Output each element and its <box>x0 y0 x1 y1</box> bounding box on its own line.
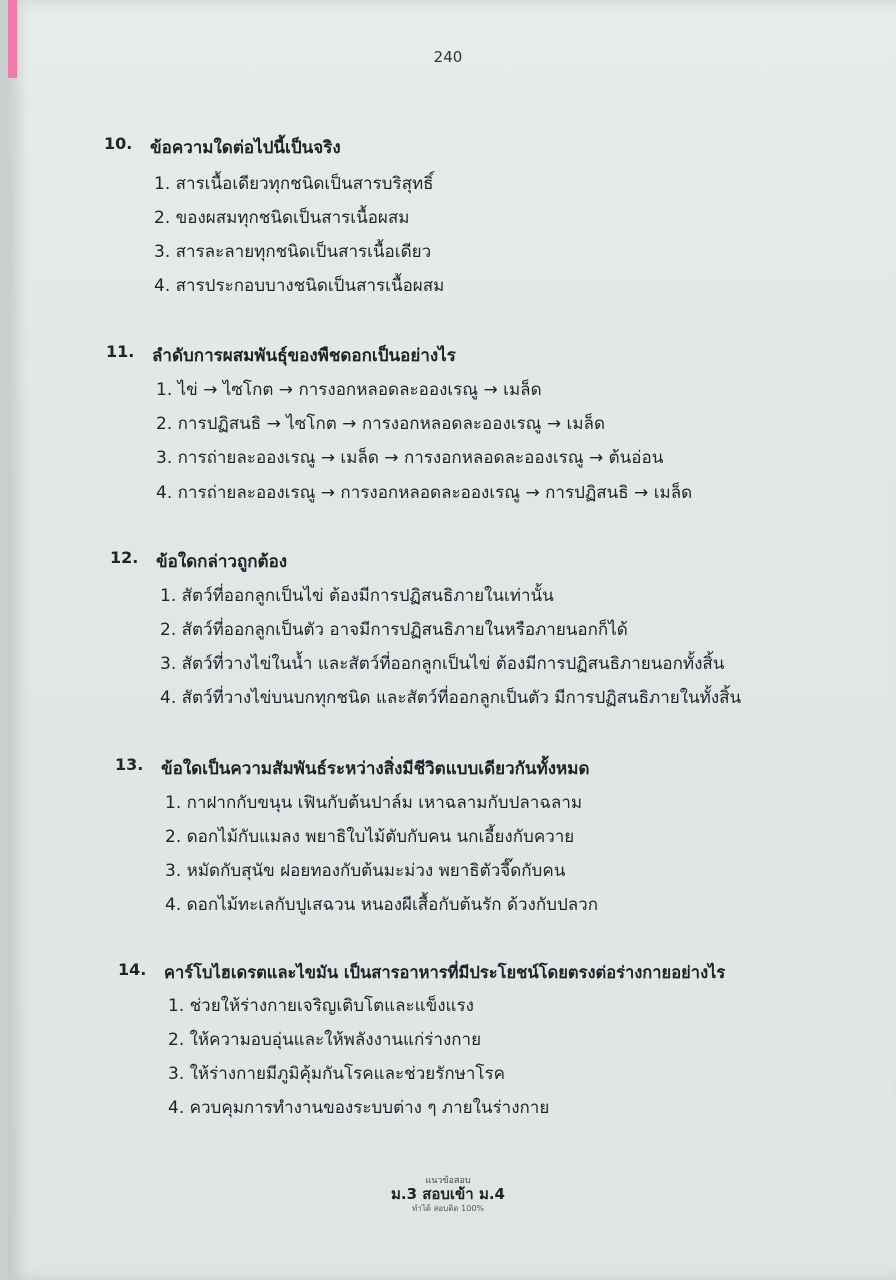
choice-2: 2. ของผสมทุกชนิดเป็นสารเนื้อผสม <box>154 208 410 228</box>
choice-4: 4. สัตว์ที่วางไข่บนบกทุกชนิด และสัตว์ที่ออกลูกเป็นตัว มีการปฏิสนธิภายในทั้งสิ้น <box>160 688 742 708</box>
choice-2: 2. สัตว์ที่ออกลูกเป็นตัว อาจมีการปฏิสนธิภายในหรือภายนอกก็ได้ <box>160 620 628 640</box>
footer-tagline: ทำได้ สอบติด 100% <box>411 1203 485 1213</box>
question-number: 11. <box>106 342 135 361</box>
choice-2: 2. ดอกไม้กับแมลง พยาธิใบไม้ตับกับคน นกเอี้ยงกับควาย <box>165 827 575 847</box>
choice-3: 3. การถ่ายละอองเรณู → เมล็ด → การงอกหลอดละอองเรณู → ต้นอ่อน <box>156 448 664 468</box>
choice-1: 1. สารเนื้อเดียวทุกชนิดเป็นสารบริสุทธิ์ <box>154 174 434 194</box>
question-number: 12. <box>110 548 139 567</box>
choice-3: 3. สัตว์ที่วางไข่ในน้ำ และสัตว์ที่ออกลูกเป็นไข่ ต้องมีการปฏิสนธิภายนอกทั้งสิ้น <box>160 654 725 674</box>
choice-4: 4. ดอกไม้ทะเลกับปูเสฉวน หนองผีเสื้อกับต้นรัก ด้วงกับปลวก <box>165 895 598 915</box>
choice-1: 1. สัตว์ที่ออกลูกเป็นไข่ ต้องมีการปฏิสนธิภายในเท่านั้น <box>160 586 554 606</box>
page-number: 240 <box>433 48 463 66</box>
question-text: ข้อใดเป็นความสัมพันธ์ระหว่างสิ่งมีชีวิตแบบเดียวกันทั้งหมด <box>161 759 590 779</box>
question-text: ข้อใดกล่าวถูกต้อง <box>156 552 288 572</box>
choice-1: 1. ไข่ → ไซโกต → การงอกหลอดละอองเรณู → เมล็ด <box>156 380 542 400</box>
footer-series: แนวข้อสอบ <box>425 1176 471 1186</box>
footer-title: ม.3 สอบเข้า ม.4 <box>391 1185 505 1204</box>
book-footer <box>0 1176 896 1213</box>
choice-4: 4. สารประกอบบางชนิดเป็นสารเนื้อผสม <box>154 276 445 296</box>
choice-3: 3. สารละลายทุกชนิดเป็นสารเนื้อเดียว <box>154 242 432 262</box>
choice-3: 3. ให้ร่างกายมีภูมิคุ้มกันโรคและช่วยรักษาโรค <box>168 1064 506 1084</box>
question-text: คาร์โบไฮเดรตและไขมัน เป็นสารอาหารที่มีประโยชน์โดยตรงต่อร่างกายอย่างไร <box>164 963 726 982</box>
choice-4: 4. การถ่ายละอองเรณู → การงอกหลอดละอองเรณู → การปฏิสนธิ → เมล็ด <box>156 483 693 503</box>
page-tab-marker <box>8 0 17 78</box>
choice-1: 1. กาฝากกับขนุน เฟินกับต้นปาล์ม เหาฉลามกับปลาฉลาม <box>165 793 583 813</box>
question-number: 13. <box>115 755 144 774</box>
choice-2: 2. ให้ความอบอุ่นและให้พลังงานแก่ร่างกาย <box>168 1030 482 1050</box>
choice-3: 3. หมัดกับสุนัข ฝอยทองกับต้นมะม่วง พยาธิตัวจี๊ดกับคน <box>165 861 566 881</box>
choice-4: 4. ควบคุมการทำงานของระบบต่าง ๆ ภายในร่างกาย <box>168 1098 550 1118</box>
question-text: ลำดับการผสมพันธุ์ของพืชดอกเป็นอย่างไร <box>152 346 456 366</box>
question-number: 10. <box>104 134 133 153</box>
choice-2: 2. การปฏิสนธิ → ไซโกต → การงอกหลอดละอองเรณู → เมล็ด <box>156 414 605 434</box>
question-text: ข้อความใดต่อไปนี้เป็นจริง <box>150 138 341 158</box>
choice-1: 1. ช่วยให้ร่างกายเจริญเติบโตและแข็งแรง <box>168 996 474 1016</box>
question-number: 14. <box>118 960 147 979</box>
